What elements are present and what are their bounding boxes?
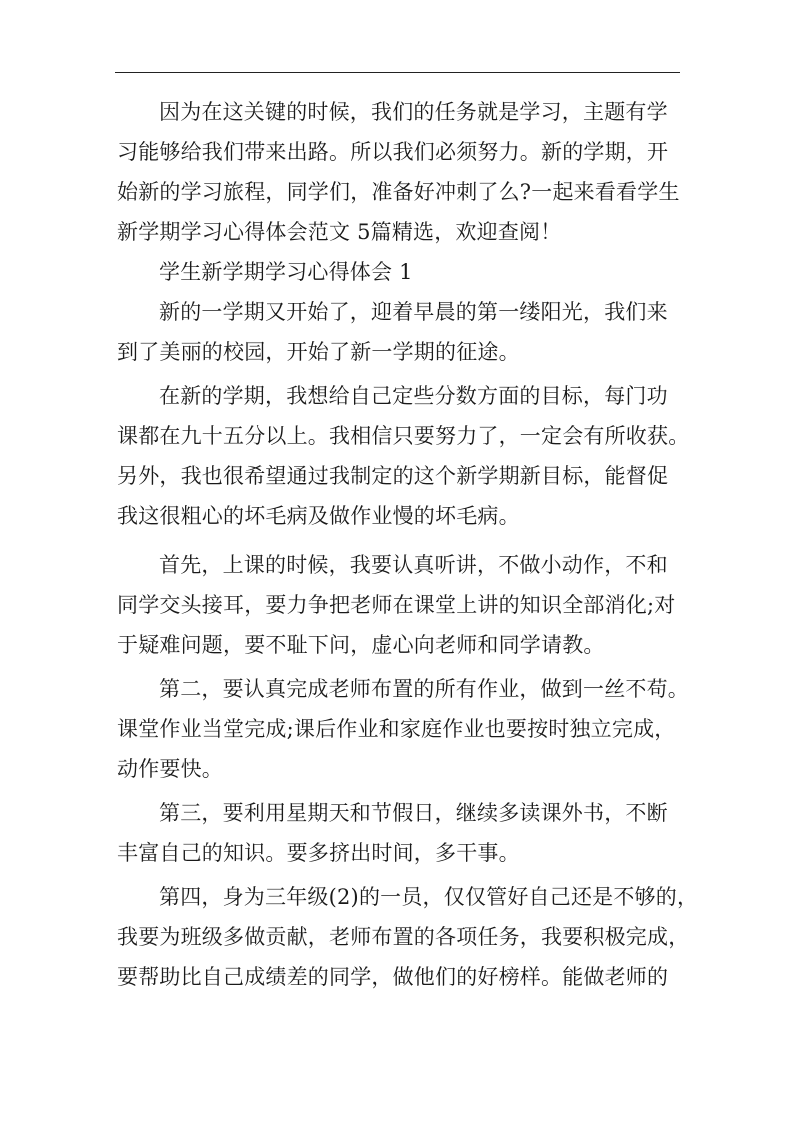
text-line: 首先，上课的时候，我要认真听讲，不做小动作，不和 <box>159 553 668 577</box>
text-line: 另外，我也很希望通过我制定的这个新学期新目标，能督促 <box>117 464 669 488</box>
text-line: 于疑难问题，要不耻下问，虚心向老师和同学请教。 <box>117 633 605 657</box>
text-line: 我要为班级多做贡献，老师布置的各项任务，我要积极完成， <box>117 925 690 949</box>
text-line: 始新的学习旅程，同学们，准备好冲刺了么?一起来看看学生 <box>117 180 680 204</box>
document-body <box>117 92 699 997</box>
text-line: 因为在这关键的时候，我们的任务就是学习，主题有学 <box>159 100 668 124</box>
section-heading: 学生新学期学习心得体会 1 <box>159 260 413 284</box>
text-line: 习能够给我们带来出路。所以我们必须努力。新的学期，开 <box>117 140 669 164</box>
text-line: 课堂作业当堂完成;课后作业和家庭作业也要按时独立完成， <box>117 717 676 741</box>
text-line: 第二，要认真完成老师布置的所有作业，做到一丝不苟。 <box>159 677 689 701</box>
text-line: 要帮助比自己成绩差的同学，做他们的好榜样。能做老师的 <box>117 965 669 989</box>
text-line: 我这很粗心的坏毛病及做作业慢的坏毛病。 <box>117 504 520 528</box>
text-line: 新的一学期又开始了，迎着早晨的第一缕阳光，我们来 <box>159 300 668 324</box>
text-line: 动作要快。 <box>117 757 223 781</box>
text-line: 到了美丽的校园，开始了新一学期的征途。 <box>117 340 520 364</box>
text-line: 新学期学习心得体会范文 5篇精选，欢迎查阅！ <box>117 220 562 244</box>
text-line: 丰富自己的知识。要多挤出时间，多干事。 <box>117 841 520 865</box>
text-line: 课都在九十五分以上。我相信只要努力了，一定会有所收获。 <box>117 424 690 448</box>
text-line: 第三，要利用星期天和节假日，继续多读课外书，不断 <box>159 801 668 825</box>
text-line: 同学交头接耳，要力争把老师在课堂上讲的知识全部消化;对 <box>117 593 676 617</box>
text-line: 在新的学期，我想给自己定些分数方面的目标，每门功 <box>159 384 668 408</box>
text-line: 第四，身为三年级(2)的一员，仅仅管好自己还是不够的， <box>159 885 699 909</box>
header-rule <box>115 72 680 73</box>
